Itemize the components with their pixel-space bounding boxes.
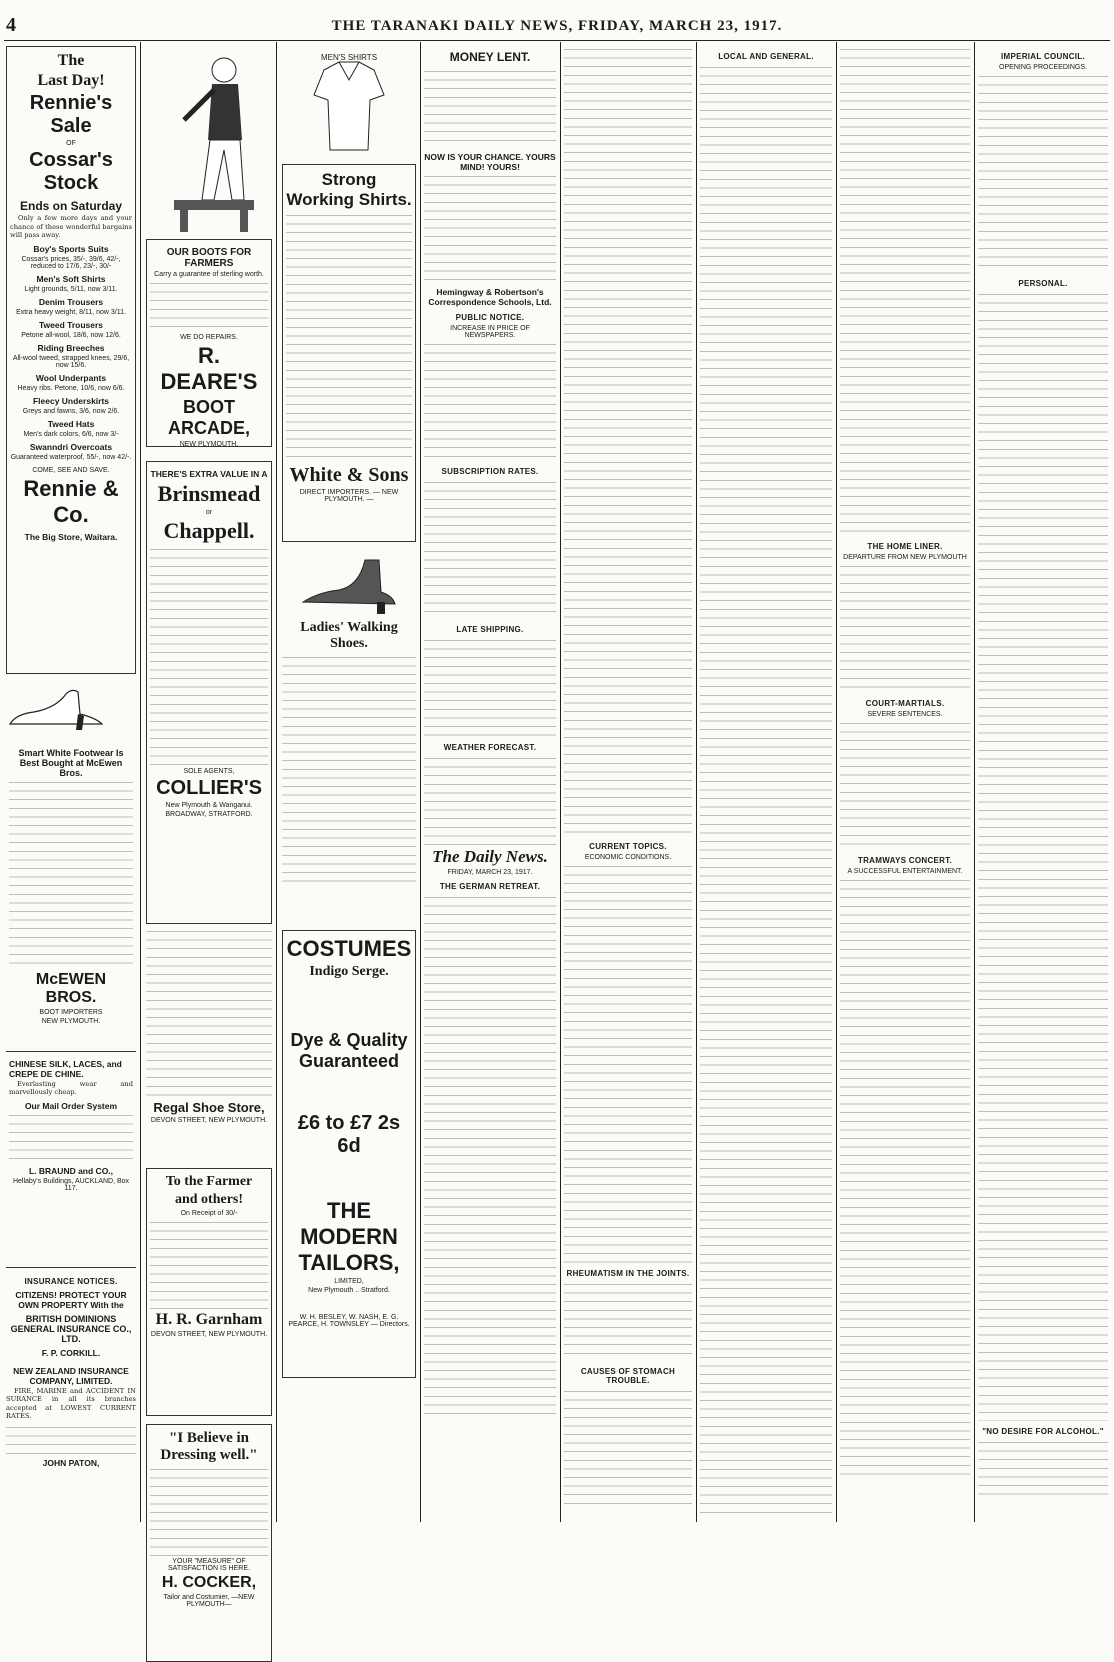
firm-name: McEWEN BROS. bbox=[35, 970, 107, 1006]
body-text bbox=[424, 173, 556, 283]
section-heading: COURT-MARTIALS. bbox=[865, 699, 945, 708]
sale-item-desc: Petone all-wool, 18/6, now 12/6. bbox=[21, 331, 121, 339]
column-2 bbox=[146, 46, 272, 1608]
sale-item-name: Wool Underpants bbox=[35, 372, 107, 383]
shirt-illustration bbox=[304, 50, 394, 160]
sale-item-desc: Cossar's prices, 35/-, 39/6, 42/-, reduced to 17/6, 23/-, 30/- bbox=[21, 255, 121, 270]
ad-text: Only a few more days and your chance of these wonderful bargains will pass away. bbox=[10, 214, 132, 240]
sale-item-desc: Extra heavy weight, 8/11, now 3/11. bbox=[16, 308, 126, 316]
section-heading: IMPERIAL COUNCIL. bbox=[1000, 52, 1086, 61]
ad-headline: "I Believe in Dressing well." bbox=[160, 1430, 258, 1463]
column-4 bbox=[424, 46, 556, 1524]
body-text bbox=[424, 894, 556, 1414]
insurance-notices bbox=[6, 1267, 136, 1561]
body-text bbox=[150, 280, 268, 332]
firm-address: NEW PLYMOUTH. bbox=[41, 1017, 101, 1025]
body-text bbox=[150, 1219, 268, 1309]
ad-headline: NOW IS YOUR CHANCE. YOURS MIND! YOURS! bbox=[424, 152, 556, 172]
body-text bbox=[9, 1112, 133, 1162]
ad-line: OF bbox=[66, 140, 76, 147]
body-text bbox=[840, 877, 970, 1477]
ad-text: FIRE, MARINE and ACCIDENT IN SURANCE in all its branches accepted at LOWEST CURRENT RATES. bbox=[6, 1386, 136, 1421]
body-text bbox=[978, 291, 1108, 1421]
firm-address: BOOT IMPORTERS bbox=[39, 1008, 103, 1016]
ad-line: Indigo Serge. bbox=[309, 964, 389, 979]
body-text bbox=[286, 212, 412, 462]
firm-address: The Big Store, Waitara. bbox=[24, 531, 118, 542]
body-text bbox=[282, 654, 416, 884]
section-heading: SUBSCRIPTION RATES. bbox=[441, 467, 539, 476]
column-1 bbox=[6, 46, 136, 1524]
shoe-illustration bbox=[6, 684, 106, 732]
sale-item-desc: Light grounds, 5/11, now 3/11. bbox=[24, 285, 118, 293]
ad-line: or bbox=[205, 509, 213, 516]
column-5 bbox=[564, 46, 692, 1524]
body-text bbox=[9, 779, 133, 969]
sale-item-name: Swanndri Overcoats bbox=[29, 441, 113, 452]
price-text: £6 to £7 2s 6d bbox=[297, 1112, 401, 1157]
modern-tailors-ad bbox=[282, 930, 416, 1378]
column-rule bbox=[696, 42, 697, 1522]
ad-line: On Receipt of 30/- bbox=[180, 1210, 238, 1217]
body-text bbox=[424, 755, 556, 845]
body-text bbox=[978, 73, 1108, 273]
ad-headline: Smart White Footwear Is Best Bought at McEwen Bros. bbox=[18, 747, 124, 778]
sale-item-name: Boy's Sports Suits bbox=[33, 243, 109, 254]
chinese-silk-ad bbox=[6, 1051, 136, 1263]
body-text bbox=[978, 1439, 1108, 1499]
money-lent-heading: MONEY LENT. bbox=[449, 50, 531, 64]
firm-name: BOOT ARCADE, bbox=[167, 397, 250, 438]
page-number: 4 bbox=[6, 14, 16, 36]
header-rule bbox=[4, 40, 1110, 41]
column-rule bbox=[420, 42, 421, 1522]
ad-line: WE DO REPAIRS. bbox=[180, 334, 238, 341]
ad-headline: and others! bbox=[174, 1192, 244, 1207]
firm-name: Hemingway & Robertson's Correspondence Schools, Ltd. bbox=[428, 287, 552, 307]
garnham-watch-ad bbox=[146, 1168, 272, 1416]
ad-headline: Rennie's Sale bbox=[29, 92, 113, 137]
ad-line: THERE'S EXTRA VALUE IN A bbox=[150, 469, 268, 479]
firm-address: Hellaby's Buildings, AUCKLAND, Box 117. bbox=[12, 1177, 130, 1192]
section-heading: TRAMWAYS CONCERT. bbox=[857, 856, 953, 865]
body-text bbox=[564, 1281, 692, 1361]
ad-line: Our Mail Order System bbox=[24, 1100, 118, 1111]
body-text bbox=[424, 637, 556, 737]
section-heading: CURRENT TOPICS. bbox=[589, 842, 667, 851]
rennie-ad bbox=[6, 46, 136, 674]
column-7 bbox=[840, 46, 970, 1524]
firm-address: DEVON STREET, NEW PLYMOUTH. bbox=[150, 1331, 268, 1338]
ad-headline: Brinsmead bbox=[157, 481, 261, 506]
firm-name: R. DEARE'S bbox=[160, 343, 258, 394]
sale-item-desc: Heavy ribs. Petone, 10/6, now 6/6. bbox=[17, 384, 125, 392]
firm-address: NEW PLYMOUTH. bbox=[179, 441, 239, 448]
body-text bbox=[150, 1466, 268, 1556]
column-rule bbox=[836, 42, 837, 1522]
sale-item-desc: Guaranteed waterproof, 55/-, now 42/-. bbox=[10, 453, 132, 461]
section-heading: THE GERMAN RETREAT. bbox=[439, 882, 541, 891]
section-heading: LOCAL AND GENERAL. bbox=[718, 52, 814, 61]
ad-headline: Dye & Quality Guaranteed bbox=[290, 1030, 408, 1071]
section-heading: WEATHER FORECAST. bbox=[443, 743, 537, 752]
firm-name: H. R. Garnham bbox=[155, 1311, 263, 1328]
cocker-tailor-ad bbox=[146, 1424, 272, 1662]
farmer-boot-illustration bbox=[154, 50, 264, 235]
section-subheading: A SUCCESSFUL ENTERTAINMENT. bbox=[847, 868, 963, 875]
body-text bbox=[424, 68, 556, 148]
body-text bbox=[840, 720, 970, 850]
column-rule bbox=[140, 42, 141, 1522]
firm-address: New Plymouth & Wanganui. bbox=[165, 802, 253, 809]
ad-headline: Ladies' Walking Shoes. bbox=[300, 620, 398, 651]
ad-headline: CITIZENS! PROTECT YOUR OWN PROPERTY With the bbox=[15, 1289, 127, 1310]
ad-headline: To the Farmer bbox=[165, 1174, 253, 1189]
ladies-shoes-ad bbox=[282, 620, 416, 920]
ad-headline: Strong Working Shirts. bbox=[286, 170, 412, 209]
firm-name: Regal Shoe Store, bbox=[153, 1100, 265, 1115]
editorial-date: FRIDAY, MARCH 23, 1917. bbox=[447, 869, 533, 876]
body-text bbox=[424, 479, 556, 619]
mcewen-ad bbox=[6, 741, 136, 1047]
body-text bbox=[700, 64, 832, 1514]
body-text bbox=[840, 46, 970, 536]
firm-name: COLLIER'S bbox=[156, 777, 262, 799]
agent-name: F. P. CORKILL. bbox=[41, 1347, 101, 1358]
ad-headline: COSTUMES bbox=[286, 936, 412, 961]
ad-line: Carry a guarantee of sterling worth. bbox=[154, 271, 264, 278]
newspaper-title: THE TARANAKI DAILY NEWS, FRIDAY, MARCH 23, 1917. bbox=[331, 18, 783, 34]
body-text bbox=[564, 1388, 692, 1508]
firm-name: L. BRAUND and CO., bbox=[28, 1165, 114, 1176]
sale-item-name: Tweed Hats bbox=[47, 418, 95, 429]
section-subheading: INCREASE IN PRICE OF NEWSPAPERS. bbox=[450, 325, 530, 339]
firm-address: Tailor and Costumier, —NEW PLYMOUTH— bbox=[163, 1594, 255, 1608]
firm-name: NEW ZEALAND INSURANCE COMPANY, LIMITED. bbox=[13, 1365, 129, 1386]
column-rule bbox=[560, 42, 561, 1522]
ad-headline: Cossar's Stock bbox=[29, 149, 113, 194]
firm-name: THE MODERN TAILORS, bbox=[298, 1198, 400, 1275]
regal-shoe-ad bbox=[146, 928, 272, 1168]
sale-item-name: Men's Soft Shirts bbox=[36, 273, 106, 284]
body-text bbox=[6, 1424, 136, 1454]
section-heading: "NO DESIRE FOR ALCOHOL." bbox=[982, 1427, 1104, 1436]
sale-item-name: Tweed Trousers bbox=[38, 319, 104, 330]
sale-item-desc: All-wool tweed, strapped knees, 29/6, now 15/6. bbox=[12, 354, 130, 369]
firm-name: Rennie & Co. bbox=[23, 475, 119, 527]
sale-items bbox=[10, 244, 132, 461]
section-heading: INSURANCE NOTICES. bbox=[24, 1276, 118, 1286]
ad-text: Everlasting wear and marvellously cheap. bbox=[9, 1079, 133, 1097]
deare-boot-ad bbox=[146, 239, 272, 447]
firm-address: DEVON STREET, NEW PLYMOUTH. bbox=[150, 1117, 268, 1124]
ad-line: COME, SEE AND SAVE. bbox=[32, 466, 110, 474]
section-heading: RHEUMATISM IN THE JOINTS. bbox=[566, 1269, 690, 1278]
firm-address: DIRECT IMPORTERS. — NEW PLYMOUTH. — bbox=[299, 489, 399, 503]
ad-headline: Chappell. bbox=[163, 518, 255, 543]
editorial-masthead: The Daily News. bbox=[432, 847, 548, 866]
ad-headline: OUR BOOTS FOR FARMERS bbox=[166, 247, 252, 269]
ad-line: Ends on Saturday bbox=[19, 199, 123, 213]
column-3 bbox=[282, 46, 416, 1524]
section-heading: THE HOME LINER. bbox=[867, 542, 943, 551]
masthead bbox=[0, 0, 1114, 44]
body-text bbox=[150, 546, 268, 766]
sale-item-name: Denim Trousers bbox=[38, 296, 104, 307]
section-heading: PERSONAL. bbox=[1018, 279, 1068, 288]
firm-name: BRITISH DOMINIONS GENERAL INSURANCE CO., LTD. bbox=[10, 1313, 132, 1344]
ad-line: YOUR "MEASURE" OF SATISFACTION IS HERE. bbox=[168, 1558, 250, 1572]
directors-list: W. H. BESLEY, W. NASH, E. G. PEARCE, H. TOWNSLEY — Directors. bbox=[288, 1314, 410, 1328]
column-rule bbox=[974, 42, 975, 1522]
sale-item-desc: Men's dark colors, 6/6, now 3/- bbox=[23, 430, 119, 438]
firm-name: H. COCKER, bbox=[161, 1574, 257, 1591]
ad-line: LIMITED, bbox=[334, 1278, 364, 1285]
agent-name: JOHN PATON, bbox=[42, 1457, 100, 1468]
section-heading: PUBLIC NOTICE. bbox=[455, 313, 525, 322]
section-subheading: OPENING PROCEEDINGS. bbox=[999, 64, 1087, 71]
body-text bbox=[840, 563, 970, 693]
section-heading: CAUSES OF STOMACH TROUBLE. bbox=[580, 1367, 676, 1385]
section-heading: LATE SHIPPING. bbox=[456, 625, 524, 634]
section-subheading: SEVERE SENTENCES. bbox=[867, 711, 943, 718]
sale-item-desc: Greys and fawns, 3/6, now 2/6. bbox=[22, 407, 120, 415]
body-text bbox=[424, 341, 556, 461]
ad-line: SOLE AGENTS, bbox=[183, 768, 235, 775]
ad-line: The bbox=[57, 52, 85, 69]
firm-address: New Plymouth .. Stratford. bbox=[308, 1287, 390, 1294]
section-subheading: DEPARTURE FROM NEW PLYMOUTH bbox=[843, 554, 967, 561]
body-text bbox=[564, 46, 692, 836]
sale-item-name: Fleecy Underskirts bbox=[32, 395, 110, 406]
section-subheading: ECONOMIC CONDITIONS. bbox=[584, 854, 672, 861]
firm-address: BROADWAY, STRATFORD. bbox=[165, 811, 253, 818]
collier-piano-ad bbox=[146, 461, 272, 924]
ladies-shoe-illustration bbox=[299, 546, 399, 616]
sale-item-name: Riding Breeches bbox=[37, 342, 105, 353]
body-text bbox=[564, 863, 692, 1263]
body-text bbox=[146, 928, 272, 1098]
ad-line: Last Day! bbox=[37, 72, 105, 89]
shirt-badge-text: MEN'S SHIRTS bbox=[320, 53, 378, 62]
column-8 bbox=[978, 46, 1108, 1524]
firm-name: White & Sons bbox=[289, 464, 409, 486]
white-sons-ad bbox=[282, 164, 416, 542]
ad-headline: CHINESE SILK, LACES, and CREPE DE CHINE. bbox=[9, 1058, 122, 1079]
column-rule bbox=[276, 42, 277, 1522]
column-6 bbox=[700, 46, 832, 1524]
